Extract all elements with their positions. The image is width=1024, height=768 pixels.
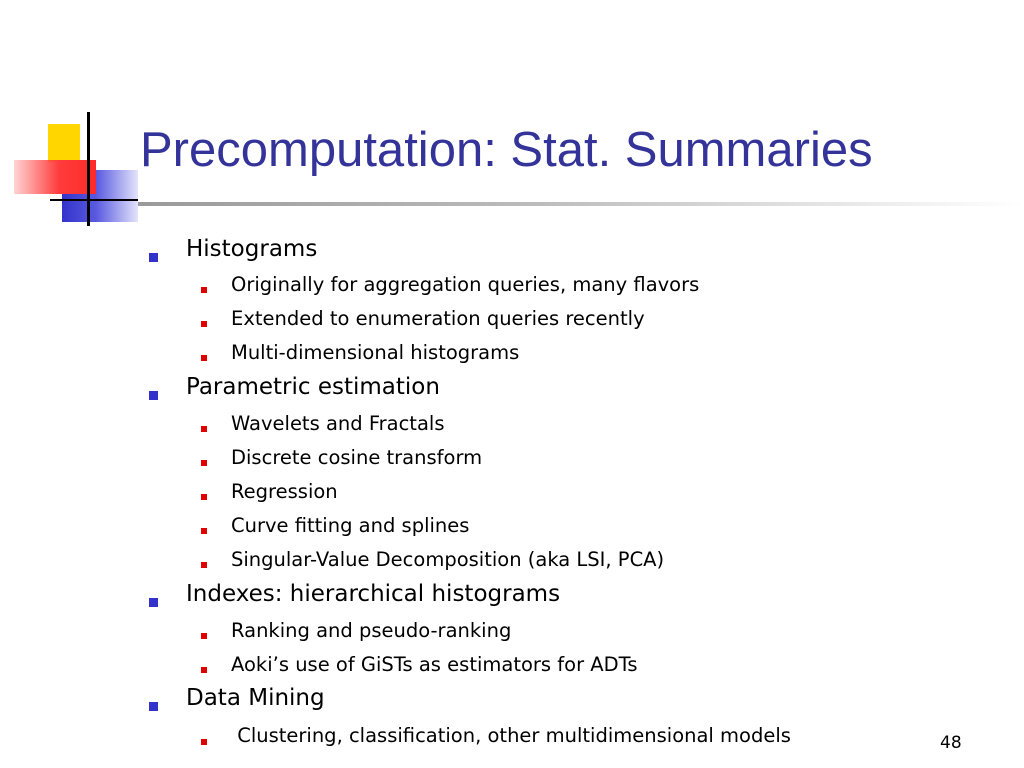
bullet-marker-red bbox=[201, 667, 207, 673]
bullet-marker-red bbox=[201, 494, 207, 500]
bullet-marker-blue bbox=[149, 253, 158, 262]
bullet-marker-red bbox=[201, 426, 207, 432]
page-number: 48 bbox=[940, 733, 962, 753]
bullet-item: Indexes: hierarchical histograms bbox=[186, 581, 561, 607]
bullet-marker-red bbox=[201, 321, 207, 327]
decorative-logo bbox=[0, 0, 140, 240]
sub-bullet-item: Ranking and pseudo-ranking bbox=[231, 619, 512, 642]
vertical-line bbox=[87, 112, 90, 226]
bullet-marker-blue bbox=[149, 702, 158, 711]
sub-bullet-item: Discrete cosine transform bbox=[231, 446, 483, 469]
bullet-marker-red bbox=[201, 739, 207, 745]
sub-bullet-item: Originally for aggregation queries, many flavors bbox=[231, 273, 700, 296]
yellow-square bbox=[48, 124, 80, 162]
bullet-marker-red bbox=[201, 528, 207, 534]
title-divider bbox=[138, 202, 1024, 206]
sub-bullet-item: Curve fitting and splines bbox=[231, 514, 470, 537]
bullet-marker-red bbox=[201, 633, 207, 639]
slide-title: Precomputation: Stat. Summaries bbox=[140, 123, 873, 177]
sub-bullet-item: Aoki’s use of GiSTs as estimators for ADTs bbox=[231, 653, 638, 676]
sub-bullet-item: Multi-dimensional histograms bbox=[231, 341, 520, 364]
bullet-marker-blue bbox=[149, 391, 158, 400]
sub-bullet-item: Singular-Value Decomposition (aka LSI, PCA) bbox=[231, 548, 665, 571]
bullet-marker-blue bbox=[149, 598, 158, 607]
bullet-item: Histograms bbox=[186, 236, 318, 262]
sub-bullet-item: Extended to enumeration queries recently bbox=[231, 307, 645, 330]
red-square bbox=[14, 160, 96, 194]
bullet-marker-red bbox=[201, 355, 207, 361]
sub-bullet-item: Wavelets and Fractals bbox=[231, 412, 445, 435]
bullet-item: Parametric estimation bbox=[186, 374, 440, 400]
bullet-item: Data Mining bbox=[186, 685, 325, 711]
horizontal-line bbox=[50, 199, 138, 201]
bullet-marker-red bbox=[201, 287, 207, 293]
sub-bullet-item: Clustering, classification, other multidimensional models bbox=[231, 724, 791, 747]
bullet-marker-red bbox=[201, 562, 207, 568]
sub-bullet-item: Regression bbox=[231, 480, 338, 503]
bullet-marker-red bbox=[201, 460, 207, 466]
